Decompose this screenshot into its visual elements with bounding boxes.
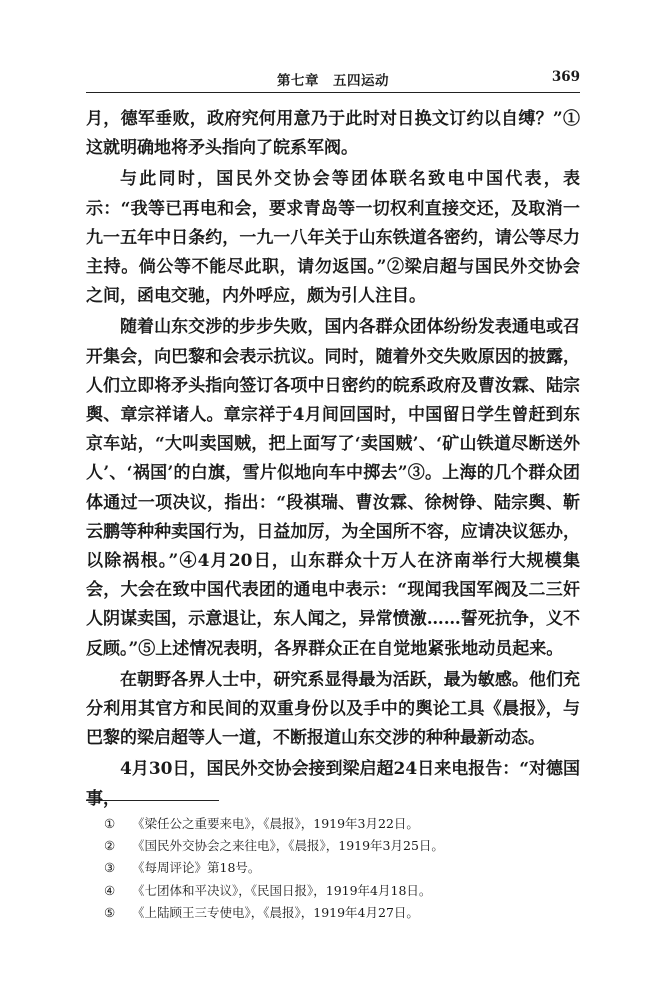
- chapter-title: 第七章 五四运动: [277, 73, 389, 89]
- footnote-mark: ⑤: [104, 904, 116, 920]
- footnote-mark: ②: [104, 838, 116, 854]
- footnote-text: 《梁任公之重要来电》，《晨报》，1919年3月22日。: [132, 816, 419, 831]
- paragraph-4: 在朝野各界人士中，研究系显得最为活跃，最为敏感。他们充分利用其官方和民间的双重身份以及手中的舆论工具《晨报》，与巴黎的梁启超等人一道，不断报道山东交涉的种种最新动态。: [86, 669, 580, 749]
- running-header: [86, 67, 580, 95]
- footnote-divider: [86, 800, 219, 801]
- page-number: 369: [551, 69, 580, 85]
- body-text: [86, 105, 580, 814]
- footnote-3: [104, 857, 580, 879]
- paragraph-5: 4月30日，国民外交协会接到梁启超24日来电报告：“对德国事，: [86, 759, 580, 809]
- footnote-5: [104, 902, 580, 924]
- footnote-mark: ③: [104, 860, 116, 876]
- footnote-1: [104, 813, 580, 835]
- footnote-text: 《每周评论》第18号。: [132, 860, 261, 876]
- footnote-mark: ①: [104, 816, 116, 831]
- footnote-mark: ④: [104, 882, 116, 898]
- footnote-4: [104, 880, 580, 902]
- footnote-text: 《上陆顾王三专使电》，《晨报》，1919年4月27日。: [132, 904, 419, 920]
- paragraph-1: 月，德军垂败，政府究何用意乃于此时对日换文订约以自缚？”①这就明确地将矛头指向了皖系军阀。: [86, 109, 580, 159]
- footnotes: [104, 813, 580, 924]
- header-rule: [86, 92, 580, 93]
- paragraph-2: 与此同时，国民外交协会等团体联名致电中国代表，表示：“我等已再电和会，要求青岛等一切权利直接交还，及取消一九一五年中日条约，一九一八年关于山东铁道各密约，请公等尽力主持。倘公等不能尽此职，请勿返国。”②梁启超与国民外交协会之间，函电交驰，内外呼应，颇为引人注目。: [86, 169, 580, 307]
- footnote-2: [104, 835, 580, 857]
- footnote-text: 《七团体和平决议》，《民国日报》，1919年4月18日。: [132, 882, 432, 898]
- footnote-text: 《国民外交协会之来往电》，《晨报》，1919年3月25日。: [132, 838, 444, 854]
- paragraph-3: 随着山东交涉的步步失败，国内各群众团体纷纷发表通电或召开集会，向巴黎和会表示抗议。同时，随着外交失败原因的披露，人们立即将矛头指向签订各项中日密约的皖系政府及曹汝霖、陆宗舆、章宗祥诸人。章宗祥于4月间回国时，中国留日学生曾赶到东京车站，“大叫卖国贼，把上面写了‘卖国贼’、‘矿山铁道尽断送外人’、‘祸国’的白旗，雪片似地向车中掷去”③。上海的几个群众团体通过一项决议，指出：“段祺瑞、曹汝霖、徐树铮、陆宗舆、靳云鹏等种种卖国行为，日益加厉，为全国所不容，应请决议惩办，以除祸根。”④4月20日，山东群众十万人在济南举行大规模集会，大会在致中国代表团的通电中表示：“现闻我国军阀及二三奸人阴谋卖国，示意退让，东人闻之，异常愤激……誓死抗争，义不反顾。”⑤上述情况表明，各界群众正在自觉地紧张地动员起来。: [86, 317, 580, 659]
